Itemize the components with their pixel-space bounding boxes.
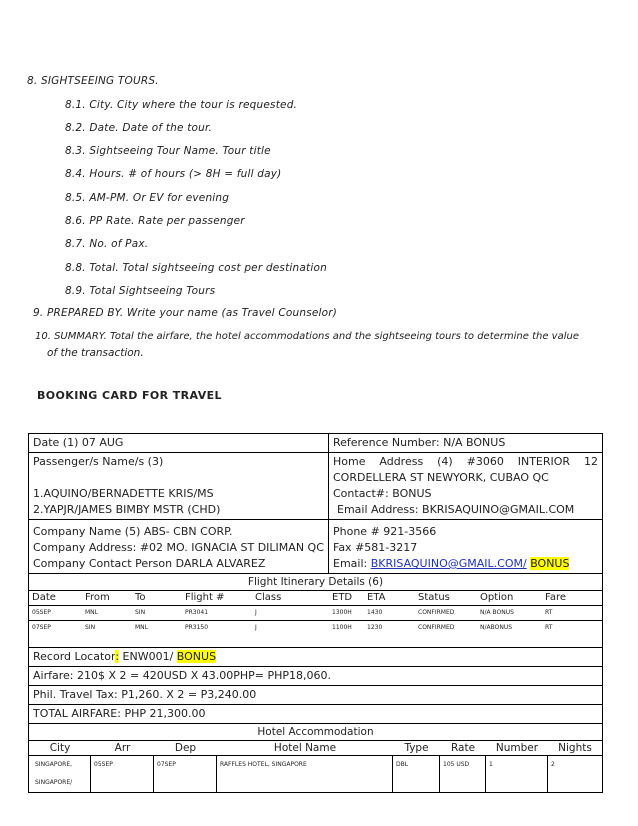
flight-cell: CONFIRMED: [418, 609, 455, 616]
travel-tax: Phil. Travel Tax: P1,260. X 2 = P3,240.00: [33, 688, 257, 701]
hotel-col-header: Nights: [558, 742, 592, 754]
company-name: Company Name (5) ABS- CBN CORP.: [33, 525, 233, 538]
hotel-cell: [29, 756, 91, 792]
instruction-item: 8.5. AM-PM. Or EV for evening: [65, 192, 230, 204]
hotel-col-header: Number: [495, 742, 539, 754]
section-8-heading: 8. SIGHTSEEING TOURS.: [27, 75, 159, 87]
flight-cell: RT: [545, 609, 553, 616]
date-reference-row: [29, 434, 602, 453]
flight-cell: 07SEP: [32, 624, 51, 631]
hotel-cell: 1: [486, 756, 548, 792]
hotel-row: [29, 756, 602, 792]
hotel-cell: 07SEP: [154, 756, 217, 792]
flight-cell: SIN: [135, 609, 146, 616]
record-locator: [29, 648, 602, 666]
company-contact: Company Contact Person DARLA ALVAREZ: [33, 557, 266, 570]
passenger-row: [29, 453, 602, 520]
col-header: Flight #: [185, 592, 225, 603]
phone: Phone # 921-3566: [333, 525, 437, 538]
flight-row: [29, 621, 602, 648]
hotel-cell: 05SEP: [91, 756, 154, 792]
home-address-line: [333, 454, 598, 470]
flight-cell: N/ABONUS: [480, 624, 513, 631]
flight-cell: MNL: [85, 609, 99, 616]
section-10-summary: [35, 328, 595, 362]
record-locator-colon: :: [115, 650, 120, 663]
company-address: Company Address: #02 MO. IGNACIA ST DILIMAN QC: [33, 541, 324, 554]
home-word: #3060: [466, 455, 504, 468]
hotel-col-header: City: [49, 742, 71, 754]
instruction-item: 8.6. PP Rate. Rate per passenger: [65, 215, 245, 227]
instruction-item: 8.9. Total Sightseeing Tours: [65, 285, 216, 297]
flight-cell: N/A BONUS: [480, 609, 514, 616]
home-address-line2: CORDELLERA ST NEWYORK, CUBAO QC: [333, 471, 549, 484]
flight-cell: 1100H: [332, 624, 352, 631]
record-locator-row: [29, 648, 602, 667]
flight-header-row: [29, 591, 602, 606]
col-header: Fare: [545, 592, 567, 603]
col-header: Class: [255, 592, 282, 603]
col-header: ETA: [367, 592, 386, 603]
email-link[interactable]: BKRISAQUINO@GMAIL.COM/: [370, 557, 527, 570]
hotel-city: SINGAPORE,: [35, 761, 73, 768]
email-prefix: Email:: [333, 557, 371, 570]
flight-cell: 1430: [367, 609, 383, 616]
passenger-name: 2.YAPJR/JAMES BIMBY MSTR (CHD): [33, 503, 221, 516]
flight-cell: 05SEP: [32, 609, 51, 616]
total-airfare: TOTAL AIRFARE: PHP 21,300.00: [33, 707, 206, 720]
flight-cell: RT: [545, 624, 553, 631]
hotel-col-header: Rate: [450, 742, 476, 754]
col-header: ETD: [332, 592, 353, 603]
instruction-item: 8.1. City. City where the tour is requested.: [65, 99, 298, 111]
col-header: Option: [480, 592, 514, 603]
flight-itinerary-title: Flight Itinerary Details (6): [247, 576, 384, 588]
booking-card-table: [28, 433, 603, 793]
section-9-prepared-by: 9. PREPARED BY. Write your name (as Travel Counselor): [33, 307, 338, 319]
flight-cell: PR3150: [185, 624, 209, 631]
travel-tax-row: [29, 686, 602, 705]
flight-cell: 1230: [367, 624, 383, 631]
home-word: Home: [333, 455, 366, 468]
company-email: [333, 556, 598, 572]
flight-cell: SIN: [85, 624, 96, 631]
instruction-item: 8.3. Sightseeing Tour Name. Tour title: [65, 145, 271, 157]
home-word: Address: [379, 455, 424, 468]
flight-title-row: [29, 574, 602, 591]
passenger-cell: [29, 453, 329, 519]
col-header: Status: [418, 592, 450, 603]
date-cell: Date (1) 07 AUG: [29, 434, 329, 452]
home-word: (4): [437, 455, 453, 468]
flight-header: [29, 591, 602, 605]
instruction-item: 8.4. Hours. # of hours (> 8H = full day): [65, 168, 282, 180]
flight-cell: J: [255, 609, 257, 616]
hotel-col-header: Arr: [114, 742, 131, 754]
flight-cell: CONFIRMED: [418, 624, 455, 631]
hotel-cell: RAFFLES HOTEL, SINGAPORE: [217, 756, 393, 792]
hotel-title-row: [29, 724, 602, 741]
hotel-col-header: Dep: [174, 742, 197, 754]
home-word: 12: [583, 455, 598, 468]
fax: Fax #581-3217: [333, 541, 418, 554]
home-word: INTERIOR: [517, 455, 571, 468]
total-airfare-row: [29, 705, 602, 724]
hotel-col-header: Type: [404, 742, 429, 754]
col-header: To: [135, 592, 146, 603]
summary-line: 10. SUMMARY. Total the airfare, the hotel accommodations and the sightseeing tours to determine the value: [35, 331, 579, 342]
hotel-cell: 105 USD: [440, 756, 486, 792]
hotel-col-header: Hotel Name: [273, 742, 337, 754]
col-header: From: [85, 592, 110, 603]
hotel-header-row: [29, 741, 602, 756]
flight-cell: J: [255, 624, 257, 631]
flight-cell: PR3041: [185, 609, 209, 616]
company-contact-cell: [329, 520, 602, 573]
hotel-city-line2: SINGAPORE/: [35, 779, 73, 786]
passenger-label: Passenger/s Name/s (3): [33, 455, 164, 468]
airfare: Airfare: 210$ X 2 = 420USD X 43.00PHP= PHP18,060.: [33, 669, 331, 682]
instruction-item: 8.7. No. of Pax.: [65, 238, 149, 250]
flight-cell: 1300H: [332, 609, 352, 616]
company-cell: [29, 520, 329, 573]
company-row: [29, 520, 602, 574]
record-locator-label: Record Locator: [33, 650, 116, 663]
summary-line: of the transaction.: [47, 347, 144, 359]
record-locator-value: ENW001/: [119, 650, 177, 663]
hotel-cell: 2: [551, 761, 555, 768]
booking-card-title: BOOKING CARD FOR TRAVEL: [37, 389, 222, 402]
contact-number: Contact#: BONUS: [333, 487, 432, 500]
email-bonus: BONUS: [530, 557, 570, 570]
airfare-row: [29, 667, 602, 686]
passenger-name: 1.AQUINO/BERNADETTE KRIS/MS: [33, 487, 214, 500]
email-address: Email Address: BKRISAQUINO@GMAIL.COM: [337, 503, 575, 516]
instruction-item: 8.2. Date. Date of the tour.: [65, 122, 213, 134]
flight-row: [29, 606, 602, 621]
home-address-cell: [329, 453, 602, 519]
record-locator-bonus: BONUS: [176, 650, 217, 663]
hotel-cell: DBL: [393, 756, 440, 792]
reference-cell: Reference Number: N/A BONUS: [333, 436, 506, 449]
hotel-accommodation-title: Hotel Accommodation: [257, 726, 374, 738]
instruction-item: 8.8. Total. Total sightseeing cost per destination: [65, 262, 327, 274]
flight-cell: MNL: [135, 624, 149, 631]
col-header: Date: [32, 592, 56, 603]
